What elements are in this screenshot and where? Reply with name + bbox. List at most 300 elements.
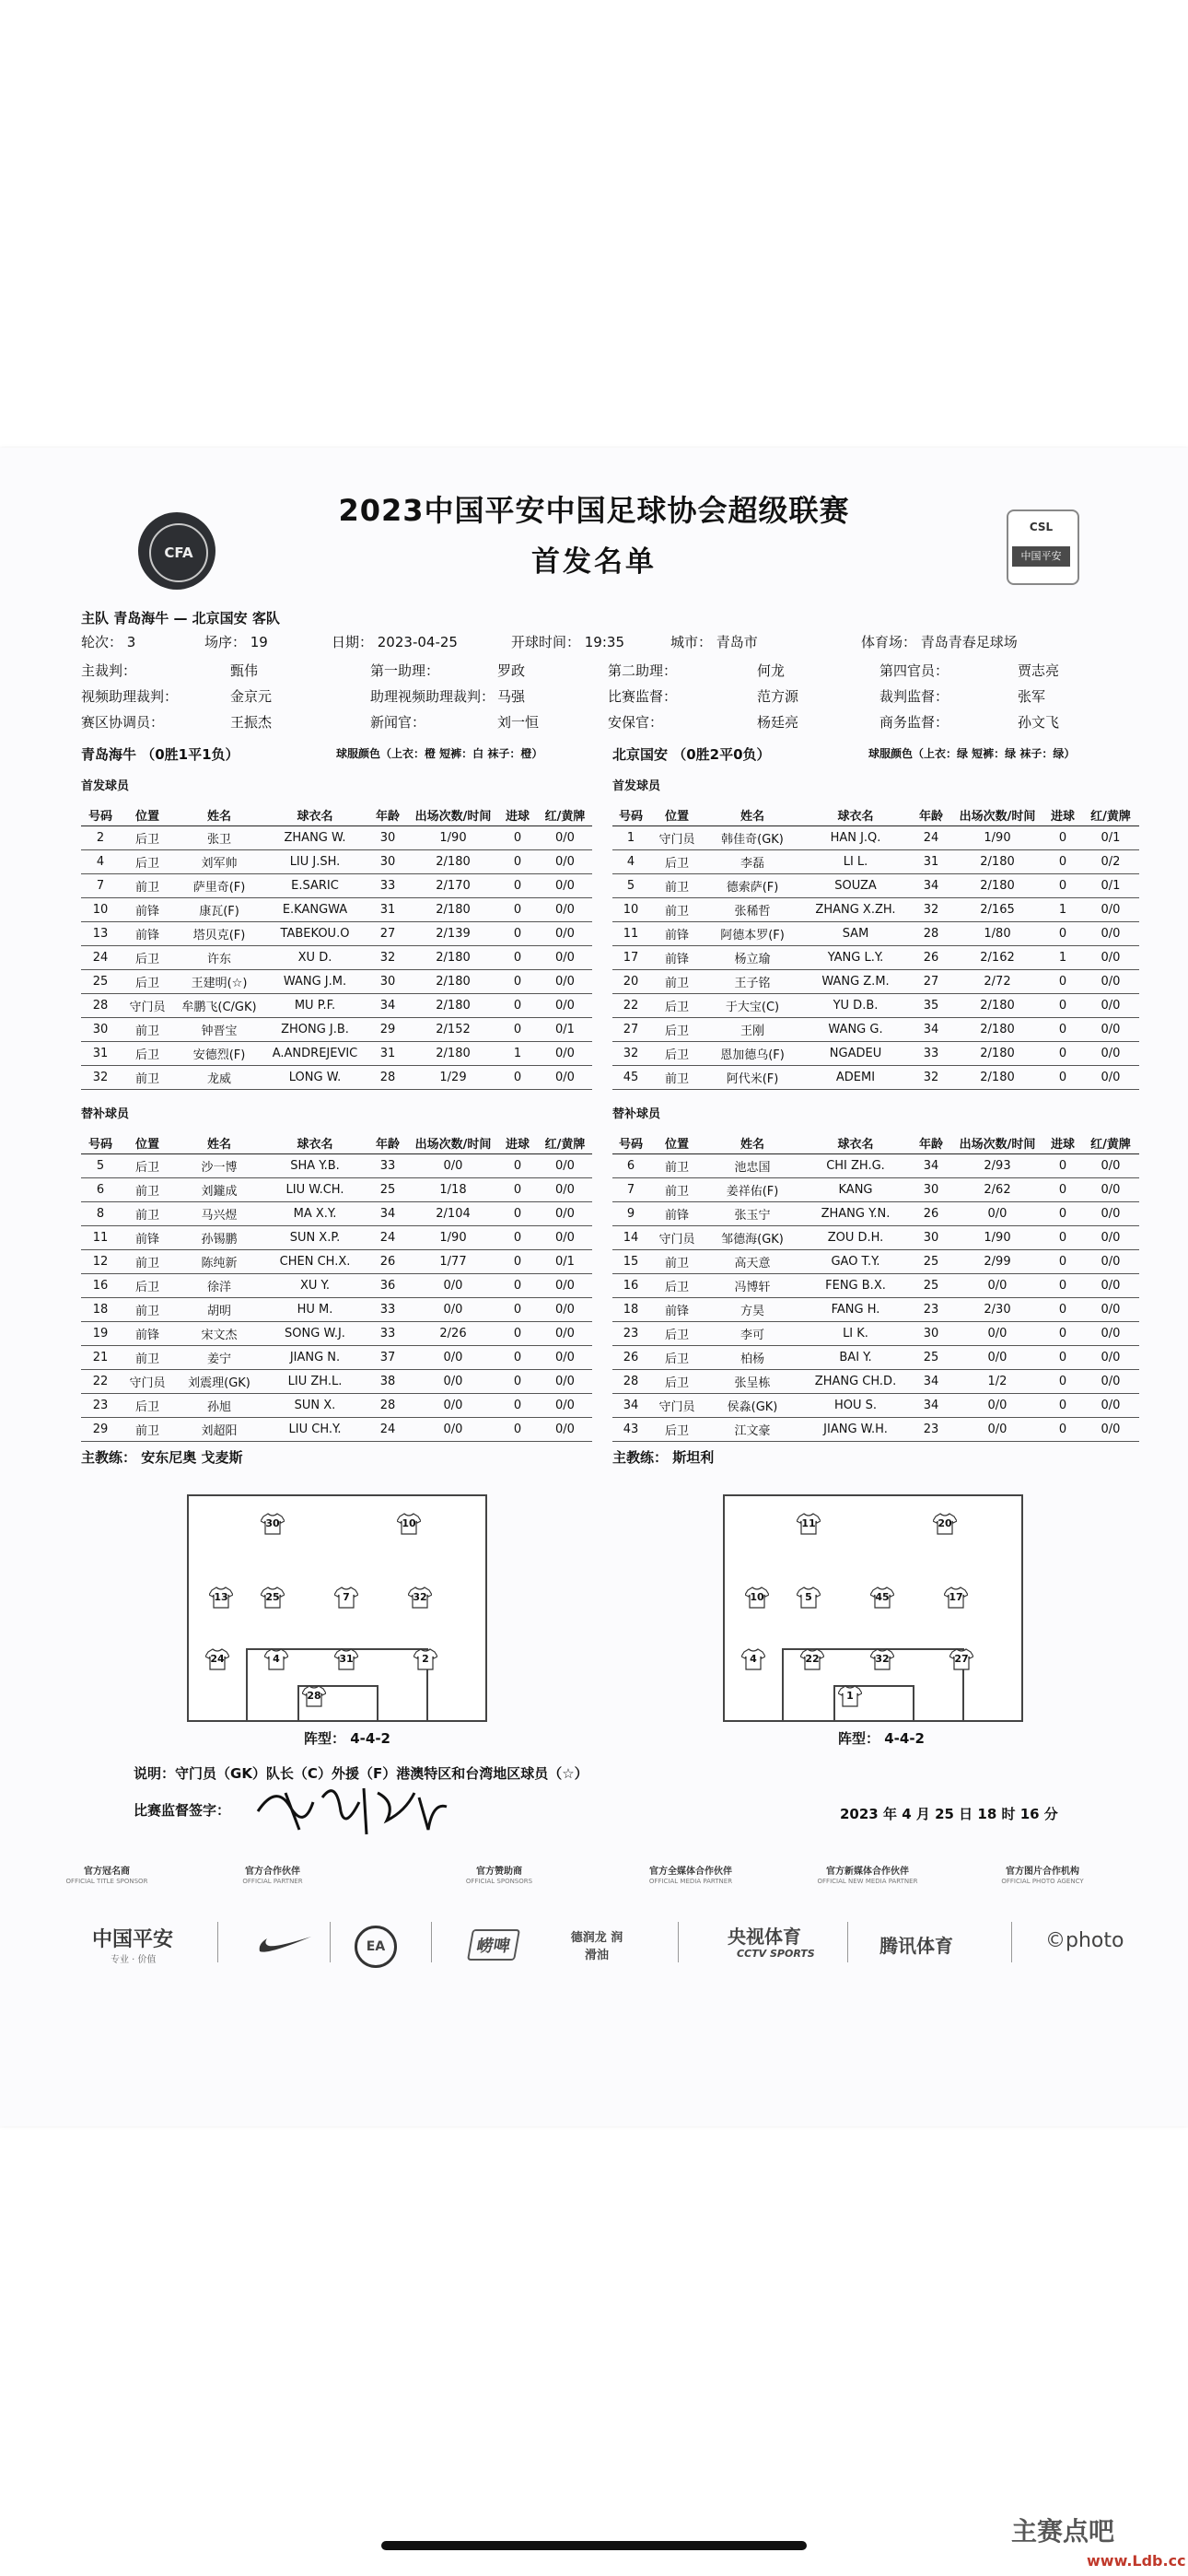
- table-cell: 0/0: [1082, 1042, 1139, 1066]
- sponsor-category-label: 官方新媒体合作伙伴: [826, 1867, 909, 1877]
- table-cell: 邹德海(GK): [705, 1226, 800, 1250]
- round: 轮次： 3: [81, 634, 136, 650]
- table-cell: 2/26: [409, 1322, 497, 1346]
- column-header: 姓名: [705, 803, 800, 826]
- table-cell: 33: [367, 1154, 409, 1178]
- table-cell: 1/77: [409, 1250, 497, 1274]
- table-cell: 后卫: [649, 1418, 705, 1442]
- away-subs-table: [612, 1131, 1139, 1442]
- table-row: [612, 1202, 1139, 1226]
- table-cell: 前锋: [120, 1226, 175, 1250]
- table-cell: LIU J.SH.: [263, 850, 367, 874]
- jersey-icon: [745, 1587, 769, 1609]
- table-cell: 24: [81, 946, 120, 970]
- jersey-icon: [302, 1685, 326, 1707]
- table-cell: 0/0: [1082, 1250, 1139, 1274]
- table-cell: 方昊: [705, 1298, 800, 1322]
- table-cell: NGADEU: [800, 1042, 911, 1066]
- table-row: [81, 1178, 592, 1202]
- table-cell: 0: [497, 1066, 538, 1090]
- table-cell: 0: [497, 1154, 538, 1178]
- home-formation-pitch: [187, 1494, 487, 1722]
- jersey-number: 7: [343, 1591, 350, 1603]
- table-cell: 0: [1043, 970, 1082, 994]
- table-cell: 2/72: [951, 970, 1043, 994]
- sponsor-category-label: 官方图片合作机构: [1006, 1867, 1079, 1877]
- table-cell: 0/0: [538, 1370, 592, 1394]
- table-cell: SOUZA: [800, 874, 911, 898]
- table-cell: 0/0: [1082, 1154, 1139, 1178]
- column-header: 年龄: [911, 803, 951, 826]
- table-cell: 张稀哲: [705, 898, 800, 922]
- table-cell: 守门员: [120, 1370, 175, 1394]
- table-cell: 9: [612, 1202, 649, 1226]
- table-cell: 29: [81, 1418, 120, 1442]
- table-cell: 后卫: [649, 1042, 705, 1066]
- table-cell: 塔贝克(F): [175, 922, 263, 946]
- table-cell: HAN J.Q.: [800, 826, 911, 850]
- table-cell: 0: [1043, 1066, 1082, 1090]
- table-cell: 43: [612, 1418, 649, 1442]
- column-header: 出场次数/时间: [409, 803, 497, 826]
- table-cell: 沙一博: [175, 1154, 263, 1178]
- away-coach: 主教练： 斯坦利: [612, 1449, 715, 1466]
- table-cell: 37: [367, 1346, 409, 1370]
- table-cell: 2/99: [951, 1250, 1043, 1274]
- table-cell: 18: [612, 1298, 649, 1322]
- table-cell: 0/0: [1082, 1274, 1139, 1298]
- jersey-icon: [261, 1513, 285, 1535]
- table-cell: 前锋: [649, 1202, 705, 1226]
- jersey-icon: [408, 1587, 432, 1609]
- table-cell: 孙锡鹏: [175, 1226, 263, 1250]
- document-subtitle: 首发名单: [531, 545, 657, 579]
- table-cell: ZHANG W.: [263, 826, 367, 850]
- table-cell: 康瓦(F): [175, 898, 263, 922]
- sponsor-category-label: 官方赞助商: [476, 1867, 522, 1877]
- table-cell: LIU W.CH.: [263, 1178, 367, 1202]
- coordinator-label: 赛区协调员：: [81, 714, 165, 731]
- table-cell: 0: [497, 970, 538, 994]
- var: 金京元: [230, 688, 273, 705]
- table-cell: 22: [81, 1370, 120, 1394]
- sponsor-category-label: 官方冠名商: [84, 1867, 130, 1877]
- table-cell: 后卫: [649, 1346, 705, 1370]
- table-cell: 1: [1043, 946, 1082, 970]
- home-kit: 球服颜色（上衣：橙 短裤：白 袜子：橙）: [336, 747, 543, 760]
- signature-label: 比赛监督签字：: [134, 1802, 231, 1819]
- table-cell: 杨立瑜: [705, 946, 800, 970]
- table-cell: 前卫: [649, 1250, 705, 1274]
- table-cell: 38: [367, 1370, 409, 1394]
- table-cell: 0/0: [1082, 1178, 1139, 1202]
- jersey-number: 31: [339, 1653, 354, 1665]
- table-cell: 34: [367, 994, 409, 1018]
- table-row: [81, 970, 592, 994]
- table-cell: 王子铭: [705, 970, 800, 994]
- table-cell: 30: [81, 1018, 120, 1042]
- table-cell: 0/0: [1082, 970, 1139, 994]
- jersey-number: 45: [875, 1591, 890, 1603]
- table-cell: 前卫: [120, 1298, 175, 1322]
- table-cell: 姜祥佑(F): [705, 1178, 800, 1202]
- table-cell: 0/0: [409, 1418, 497, 1442]
- table-cell: 钟晋宝: [175, 1018, 263, 1042]
- table-cell: 32: [612, 1042, 649, 1066]
- table-cell: 0/1: [538, 1018, 592, 1042]
- table-cell: 0: [1043, 1178, 1082, 1202]
- table-cell: 2/139: [409, 922, 497, 946]
- table-cell: 0/0: [951, 1202, 1043, 1226]
- table-cell: 34: [911, 1394, 951, 1418]
- table-row: [81, 874, 592, 898]
- table-cell: 后卫: [120, 1042, 175, 1066]
- table-cell: 31: [81, 1042, 120, 1066]
- table-cell: 25: [911, 1274, 951, 1298]
- table-cell: 31: [367, 1042, 409, 1066]
- table-cell: 后卫: [649, 1018, 705, 1042]
- table-cell: 0: [1043, 1418, 1082, 1442]
- jersey-number: 17: [949, 1591, 963, 1603]
- teams-line: 主队 青岛海牛 — 北京国安 客队: [81, 610, 280, 626]
- table-cell: 0: [497, 1178, 538, 1202]
- table-cell: 守门员: [120, 994, 175, 1018]
- jersey-icon: [933, 1513, 957, 1535]
- sponsor-category-sublabel: OFFICIAL PARTNER: [242, 1878, 303, 1885]
- table-row: [81, 1202, 592, 1226]
- table-cell: 陈纯新: [175, 1250, 263, 1274]
- table-cell: 31: [367, 898, 409, 922]
- table-cell: KANG: [800, 1178, 911, 1202]
- sponsor-category-label: 官方全媒体合作伙伴: [649, 1867, 732, 1877]
- table-cell: 27: [612, 1018, 649, 1042]
- table-cell: 0: [1043, 1346, 1082, 1370]
- table-cell: WANG Z.M.: [800, 970, 911, 994]
- table-cell: 2/104: [409, 1202, 497, 1226]
- table-cell: 11: [81, 1226, 120, 1250]
- table-cell: 徐洋: [175, 1274, 263, 1298]
- table-cell: 0/0: [1082, 1226, 1139, 1250]
- table-cell: 33: [367, 874, 409, 898]
- table-cell: 30: [367, 970, 409, 994]
- commissioner-label: 比赛监督：: [608, 688, 678, 705]
- table-cell: 0/0: [538, 898, 592, 922]
- table-cell: 5: [81, 1154, 120, 1178]
- table-cell: 2/30: [951, 1298, 1043, 1322]
- table-cell: 0/1: [1082, 874, 1139, 898]
- table-cell: 12: [81, 1250, 120, 1274]
- table-cell: 0/0: [409, 1370, 497, 1394]
- sponsor-category-sublabel: OFFICIAL PHOTO AGENCY: [1001, 1878, 1084, 1885]
- table-cell: 侯淼(GK): [705, 1394, 800, 1418]
- column-header: 进球: [1043, 803, 1082, 826]
- ref-assessor-label: 裁判监督：: [879, 688, 949, 705]
- table-cell: 2/180: [409, 898, 497, 922]
- table-cell: 前卫: [120, 1018, 175, 1042]
- table-cell: 26: [612, 1346, 649, 1370]
- table-cell: 34: [911, 1370, 951, 1394]
- referee: 甄伟: [230, 662, 259, 679]
- table-cell: 0: [1043, 1154, 1082, 1178]
- table-cell: 25: [911, 1250, 951, 1274]
- table-cell: 30: [911, 1226, 951, 1250]
- table-row: [81, 1018, 592, 1042]
- avar-label: 助理视频助理裁判：: [370, 688, 495, 705]
- table-row: [612, 1322, 1139, 1346]
- table-cell: 刘鑨成: [175, 1178, 263, 1202]
- table-cell: 0/0: [409, 1346, 497, 1370]
- away-starters-label: 首发球员: [612, 779, 661, 793]
- lineup-sheet: [0, 448, 1188, 2126]
- table-row: [612, 1018, 1139, 1042]
- table-cell: 前卫: [649, 898, 705, 922]
- table-cell: 22: [612, 994, 649, 1018]
- table-cell: ZOU D.H.: [800, 1226, 911, 1250]
- table-row: [612, 1346, 1139, 1370]
- column-header: 出场次数/时间: [951, 803, 1043, 826]
- table-row: [81, 1066, 592, 1090]
- away-formation: 阵型： 4-4-2: [838, 1730, 925, 1747]
- table-cell: 0/0: [538, 922, 592, 946]
- table-cell: ADEMI: [800, 1066, 911, 1090]
- table-cell: 0: [1043, 1274, 1082, 1298]
- table-cell: SUN X.P.: [263, 1226, 367, 1250]
- column-header: 红/黄牌: [538, 1131, 592, 1154]
- table-cell: 前锋: [649, 1298, 705, 1322]
- table-cell: 33: [367, 1298, 409, 1322]
- table-cell: JIANG N.: [263, 1346, 367, 1370]
- table-cell: 恩加德乌(F): [705, 1042, 800, 1066]
- jersey-icon: [797, 1587, 821, 1609]
- table-cell: 前卫: [649, 874, 705, 898]
- table-cell: 1/2: [951, 1370, 1043, 1394]
- jersey-icon: [413, 1648, 437, 1670]
- table-cell: 6: [81, 1178, 120, 1202]
- table-cell: 0/0: [1082, 1018, 1139, 1042]
- column-header: 球衣名: [800, 1131, 911, 1154]
- table-cell: 0/0: [538, 850, 592, 874]
- table-cell: 后卫: [120, 1394, 175, 1418]
- table-cell: 27: [367, 922, 409, 946]
- table-cell: 前卫: [649, 1154, 705, 1178]
- table-cell: 0/0: [409, 1298, 497, 1322]
- table-cell: 刘超阳: [175, 1418, 263, 1442]
- table-cell: 23: [911, 1418, 951, 1442]
- table-row: [81, 1394, 592, 1418]
- table-cell: 后卫: [120, 946, 175, 970]
- photo-logo: ©photo: [1045, 1929, 1124, 1952]
- table-cell: 0/0: [538, 1322, 592, 1346]
- security-label: 安保官：: [608, 714, 664, 731]
- referee-label: 主裁判：: [81, 662, 137, 679]
- table-cell: 0: [1043, 1250, 1082, 1274]
- home-subs-label: 替补球员: [81, 1107, 130, 1121]
- table-cell: 28: [612, 1370, 649, 1394]
- table-cell: ZHANG X.ZH.: [800, 898, 911, 922]
- table-cell: 守门员: [649, 1226, 705, 1250]
- table-cell: SHA Y.B.: [263, 1154, 367, 1178]
- table-cell: 0: [497, 1418, 538, 1442]
- press: 刘一恒: [497, 714, 540, 731]
- table-cell: 2/180: [409, 850, 497, 874]
- table-cell: 2/180: [951, 994, 1043, 1018]
- table-cell: 28: [911, 922, 951, 946]
- table-cell: 0/2: [1082, 850, 1139, 874]
- jersey-icon: [838, 1685, 862, 1707]
- jersey-number: 32: [875, 1653, 890, 1665]
- column-header: 球衣名: [800, 803, 911, 826]
- table-cell: 阿代米(F): [705, 1066, 800, 1090]
- table-cell: 马兴煜: [175, 1202, 263, 1226]
- table-cell: 0: [497, 922, 538, 946]
- table-cell: 许东: [175, 946, 263, 970]
- table-cell: 0: [497, 850, 538, 874]
- jersey-number: 10: [750, 1591, 764, 1603]
- ar2-label: 第二助理：: [608, 662, 678, 679]
- table-cell: 28: [367, 1394, 409, 1418]
- table-cell: 0: [497, 1018, 538, 1042]
- table-cell: 1: [612, 826, 649, 850]
- table-cell: BAI Y.: [800, 1346, 911, 1370]
- table-row: [81, 1322, 592, 1346]
- jersey-number: 4: [273, 1653, 280, 1665]
- table-cell: 胡明: [175, 1298, 263, 1322]
- table-cell: 34: [911, 1018, 951, 1042]
- jersey-number: 25: [265, 1591, 280, 1603]
- table-cell: 0/0: [538, 1394, 592, 1418]
- table-cell: 23: [612, 1322, 649, 1346]
- home-starters-label: 首发球员: [81, 779, 130, 793]
- jersey-icon: [944, 1587, 968, 1609]
- table-cell: 0: [1043, 1394, 1082, 1418]
- column-header: 位置: [120, 1131, 175, 1154]
- home-subs-table: [81, 1131, 592, 1442]
- column-header: 球衣名: [263, 1131, 367, 1154]
- table-cell: MA X.Y.: [263, 1202, 367, 1226]
- table-cell: 2/180: [409, 946, 497, 970]
- table-cell: 2/152: [409, 1018, 497, 1042]
- table-cell: 25: [367, 1178, 409, 1202]
- table-cell: 0: [497, 1298, 538, 1322]
- table-cell: 27: [911, 970, 951, 994]
- table-cell: 0/0: [409, 1154, 497, 1178]
- table-cell: 31: [911, 850, 951, 874]
- table-row: [81, 1418, 592, 1442]
- table-cell: 前锋: [120, 1322, 175, 1346]
- away-kit: 球服颜色（上衣：绿 短裤：绿 袜子：绿）: [868, 747, 1076, 760]
- table-row: [81, 1370, 592, 1394]
- table-cell: 32: [911, 1066, 951, 1090]
- table-cell: 前卫: [649, 1178, 705, 1202]
- table-row: [81, 826, 592, 850]
- jersey-icon: [334, 1648, 358, 1670]
- press-label: 新闻官：: [370, 714, 426, 731]
- table-cell: 2/180: [951, 1066, 1043, 1090]
- table-cell: 0: [497, 826, 538, 850]
- table-cell: 1/29: [409, 1066, 497, 1090]
- table-cell: SAM: [800, 922, 911, 946]
- business: 孙文飞: [1018, 714, 1060, 731]
- table-cell: 后卫: [649, 1370, 705, 1394]
- home-indicator[interactable]: [381, 2541, 807, 2550]
- table-row: [81, 946, 592, 970]
- table-cell: 0/0: [951, 1346, 1043, 1370]
- table-cell: 2/180: [409, 1042, 497, 1066]
- jersey-number: 13: [214, 1591, 228, 1603]
- table-cell: WANG G.: [800, 1018, 911, 1042]
- ar1-label: 第一助理：: [370, 662, 440, 679]
- business-label: 商务监督：: [879, 714, 949, 731]
- table-cell: 5: [612, 874, 649, 898]
- separator: [847, 1922, 848, 1962]
- table-row: [81, 850, 592, 874]
- table-cell: 1/18: [409, 1178, 497, 1202]
- column-header: 姓名: [175, 803, 263, 826]
- column-header: 号码: [81, 803, 120, 826]
- table-cell: 0: [1043, 1018, 1082, 1042]
- table-cell: LI L.: [800, 850, 911, 874]
- table-cell: 30: [367, 826, 409, 850]
- table-cell: 孙旭: [175, 1394, 263, 1418]
- fourth-label: 第四官员：: [879, 662, 949, 679]
- sponsor-category-sublabel: OFFICIAL TITLE SPONSOR: [65, 1878, 148, 1885]
- table-cell: 19: [81, 1322, 120, 1346]
- table-cell: 萨里奇(F): [175, 874, 263, 898]
- away-formation-pitch: [723, 1494, 1023, 1722]
- signed-date: 2023 年 4 月 25 日 18 时 16 分: [840, 1806, 1058, 1822]
- table-cell: XU Y.: [263, 1274, 367, 1298]
- table-cell: 0/0: [538, 1274, 592, 1298]
- table-cell: 6: [612, 1154, 649, 1178]
- table-row: [612, 994, 1139, 1018]
- table-cell: ZHANG CH.D.: [800, 1370, 911, 1394]
- table-row: [612, 1250, 1139, 1274]
- table-cell: 0: [497, 898, 538, 922]
- table-cell: 26: [911, 1202, 951, 1226]
- column-header: 出场次数/时间: [951, 1131, 1043, 1154]
- table-row: [612, 1178, 1139, 1202]
- jersey-icon: [334, 1587, 358, 1609]
- ar1: 罗政: [497, 662, 526, 679]
- table-cell: 1/80: [951, 922, 1043, 946]
- table-cell: 2/180: [951, 1042, 1043, 1066]
- table-row: [612, 970, 1139, 994]
- table-cell: 0: [497, 874, 538, 898]
- home-formation: 阵型： 4-4-2: [304, 1730, 390, 1747]
- table-cell: 25: [911, 1346, 951, 1370]
- table-cell: ZHONG J.B.: [263, 1018, 367, 1042]
- table-cell: 前卫: [649, 970, 705, 994]
- table-cell: 16: [612, 1274, 649, 1298]
- away-subs-label: 替补球员: [612, 1107, 661, 1121]
- column-header: 号码: [81, 1131, 120, 1154]
- table-cell: 2/93: [951, 1154, 1043, 1178]
- separator: [217, 1922, 218, 1962]
- jersey-icon: [261, 1587, 285, 1609]
- table-cell: 0: [497, 1394, 538, 1418]
- jersey-icon: [209, 1587, 233, 1609]
- table-cell: 阿德本罗(F): [705, 922, 800, 946]
- table-cell: XU D.: [263, 946, 367, 970]
- column-header: 位置: [649, 1131, 705, 1154]
- jersey-number: 32: [413, 1591, 427, 1603]
- table-cell: 王建明(☆): [175, 970, 263, 994]
- column-header: 位置: [120, 803, 175, 826]
- table-cell: 0/0: [1082, 946, 1139, 970]
- table-cell: LIU CH.Y.: [263, 1418, 367, 1442]
- table-cell: 24: [367, 1226, 409, 1250]
- table-row: [612, 1066, 1139, 1090]
